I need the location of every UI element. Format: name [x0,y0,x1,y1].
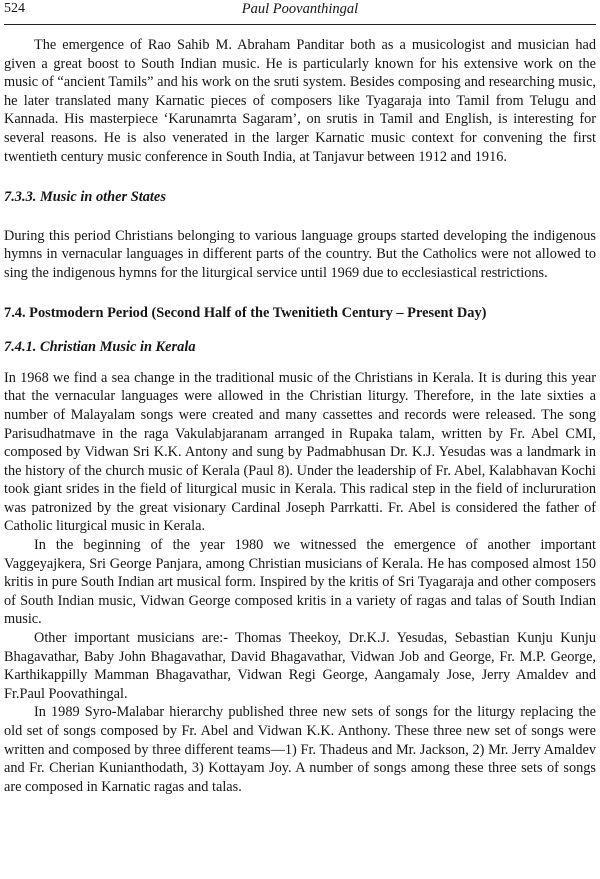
paragraph-other-states: During this period Christians belonging to various language groups started developing the indigenous hymns in vernacular languages in different parts of the country. But the Catholics were not allowed to sing the indigenous hymns for the liturgical service until 1969 due to ecclesiastical restrictions. [4,227,596,281]
paragraph-other-musicians: Other important musicians are:- Thomas Theekoy, Dr.K.J. Yesudas, Sebastian Kunju Kunju Bhagavathar, Baby John Bhagavathar, David Bhagavathar, Vidwan Job and George, Fr. M.P. George, Karthikappilly Mamman Bhagavathar, Vidwan Regi George, Aangamaly Jose, Jerry Amaldev and Fr.Paul Poovathingal. [4,630,596,702]
heading-christian-music-kerala: 7.4.1. Christian Music in Kerala [4,339,196,356]
paragraph-abraham-panditar: The emergence of Rao Sahib M. Abraham Panditar both as a musicologist and musician had given a great boost to South Indian music. He is particularly known for his extensive work on the music of “ancient Tamils” and his work on the sruti system. Besides composing and researching music, he later translated many Karnatic pieces of composers like Tyagaraja into Tamil from Telugu and Kannada. His masterpiece ‘Karunamrta Sagaram’, on srutis in Tamil and English, is interesting for several reasons. He is also venerated in the larger Karnatic music context for convening the first twentieth century music conference in South India, at Tanjavur between 1912 and 1916. [4,37,596,165]
page-number: 524 [4,1,25,16]
paragraph-george-panjara: In the beginning of the year 1980 we witnessed the emergence of another important Vaggeyajkera, Sri George Panjara, among Christian musicians of Kerala. He has composed almost 150 kritis in pure South Indian art musical form. Inspired by the kritis of Sri Tyagaraja and other composers of South Indian music, Vidwan George composed kritis in a variety of ragas and talas of South Indian music. [4,537,596,628]
paragraph-syro-malabar-1989: In 1989 Syro-Malabar hierarchy published three new sets of songs for the liturgy replacing the old set of songs composed by Fr. Abel and Vidwan K.K. Anthony. These three new set of songs were written and composed by three different teams—1) Fr. Thadeus and Mr. Jackson, 2) Mr. Jerry Amaldev and Fr. Cherian Kunianthodath, 3) Kottayam Joy. A number of songs among these three sets of songs are composed in Karnatic ragas and talas. [4,704,596,795]
heading-music-other-states: 7.3.3. Music in other States [4,189,166,206]
page-header [4,0,596,25]
paragraph-kerala-1968: In 1968 we find a sea change in the traditional music of the Christians in Kerala. It is during this year that the vernacular languages were allowed in the Christian liturgy. Therefore, in the late sixties a number of Malayalam songs were created and many cassettes and records were released. The song Parisudhatmave in the raga Vakulabjaranam arranged in Rupaka talam, written by Fr. Abel CMI, composed by Vidwan Sri K.K. Antony and sung by Padmabhusan Dr. K.J. Yesudas was a landmark in the history of the church music of Kerala (Paul 8). Under the leadership of Fr. Abel, Kalabhavan Kochi took giant srides in the field of liturgical music in Kerala. This radical step in the field of inclururation was patronized by the great visionary Cardinal Joseph Parrkatti. Fr. Abel is considered the father of Catholic liturgical music in Kerala. [4,369,596,535]
page-body [4,36,596,796]
heading-postmodern-period: 7.4. Postmodern Period (Second Half of the Twenitieth Century – Present Day) [4,304,487,321]
running-head: Paul Poovanthingal [241,1,359,17]
